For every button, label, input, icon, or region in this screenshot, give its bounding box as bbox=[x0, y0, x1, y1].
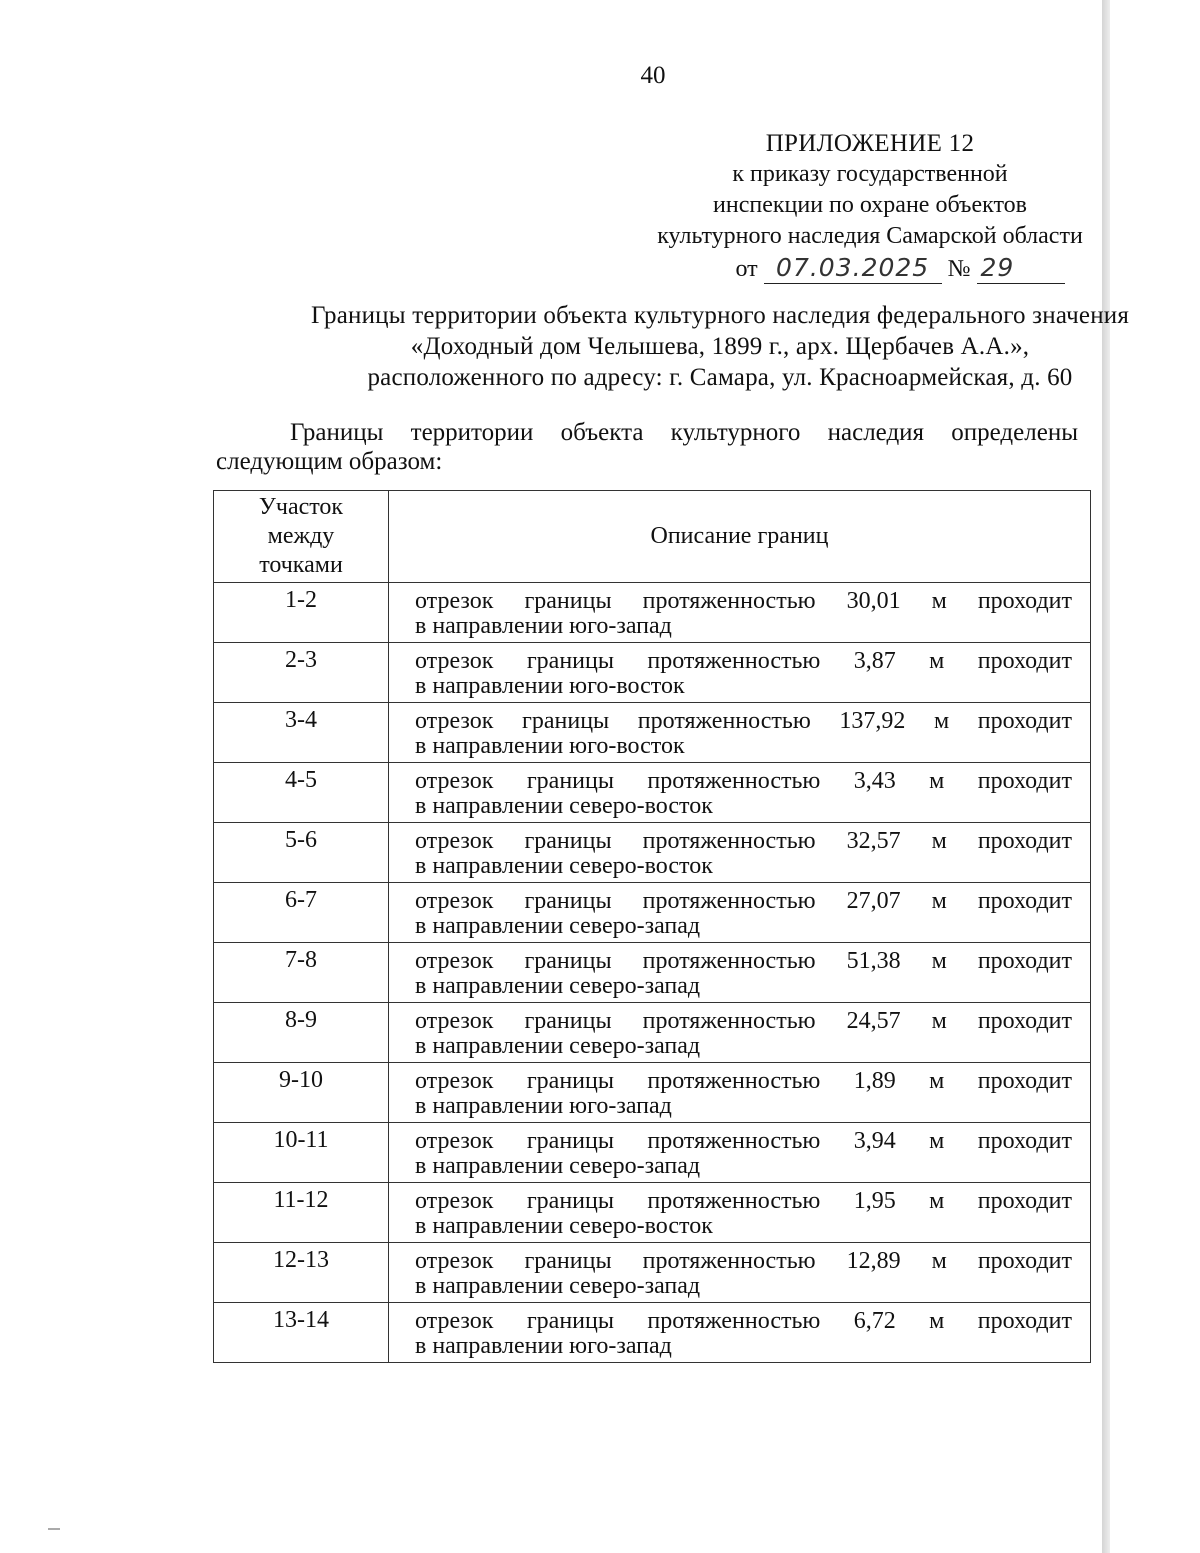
desc-word: границы bbox=[526, 768, 614, 794]
table-row bbox=[214, 763, 1091, 823]
direction-text: в направлении северо-запад bbox=[415, 973, 701, 999]
desc-word: границы bbox=[522, 708, 610, 734]
table-row bbox=[214, 1243, 1091, 1303]
desc-word: протяженностью bbox=[642, 588, 816, 614]
desc-word: протяженностью bbox=[647, 768, 821, 794]
header-segment-line: точками bbox=[259, 552, 343, 578]
appendix-line: культурного наследия Самарской области bbox=[657, 223, 1083, 249]
header-segment-line: между bbox=[267, 523, 335, 549]
desc-word: протяженностью bbox=[647, 1068, 821, 1094]
desc-word: отрезок bbox=[415, 1308, 494, 1334]
desc-word: отрезок bbox=[415, 1128, 494, 1154]
date-prefix: от bbox=[735, 256, 758, 282]
appendix-heading: ПРИЛОЖЕНИЕ 12 bbox=[765, 130, 975, 157]
desc-word: границы bbox=[526, 1068, 614, 1094]
description-line bbox=[415, 769, 1072, 794]
intro-paragraph bbox=[216, 418, 1078, 476]
description-line bbox=[415, 1309, 1072, 1334]
desc-word: проходит bbox=[977, 1248, 1072, 1274]
length-unit: м bbox=[931, 828, 947, 854]
desc-word: проходит bbox=[977, 1008, 1072, 1034]
description-line bbox=[415, 649, 1072, 674]
boundaries-table bbox=[213, 490, 1091, 1363]
description-cell bbox=[389, 643, 1091, 703]
segment-cell: 7-8 bbox=[214, 943, 389, 1003]
length-value: 30,01 bbox=[846, 588, 901, 614]
description-line bbox=[415, 1009, 1072, 1034]
desc-word: протяженностью bbox=[642, 1248, 816, 1274]
desc-word: отрезок bbox=[415, 888, 494, 914]
header-segment bbox=[214, 491, 389, 583]
desc-word: отрезок bbox=[415, 648, 494, 674]
title-line: Границы территории объекта культурного наследия федерального значения bbox=[310, 302, 1130, 329]
header-description: Описание границ bbox=[389, 491, 1091, 583]
direction-text: в направлении юго-запад bbox=[415, 1093, 672, 1119]
appendix-line: к приказу государственной bbox=[732, 161, 1008, 187]
desc-word: проходит bbox=[977, 708, 1072, 734]
title-line: «Доходный дом Челышева, 1899 г., арх. Щербачев А.А.», bbox=[410, 333, 1030, 360]
segment-cell: 8-9 bbox=[214, 1003, 389, 1063]
desc-word: отрезок bbox=[415, 828, 494, 854]
direction-text: в направлении северо-запад bbox=[415, 1153, 701, 1179]
desc-word: отрезок bbox=[415, 708, 494, 734]
desc-word: границы bbox=[524, 948, 612, 974]
description-cell bbox=[389, 823, 1091, 883]
desc-word: границы bbox=[524, 888, 612, 914]
length-unit: м bbox=[929, 768, 945, 794]
desc-word: отрезок bbox=[415, 1248, 494, 1274]
description-cell bbox=[389, 883, 1091, 943]
table-row bbox=[214, 823, 1091, 883]
desc-word: протяженностью bbox=[642, 1008, 816, 1034]
table-header-row bbox=[214, 491, 1091, 583]
length-unit: м bbox=[929, 648, 945, 674]
appendix-line: инспекции по охране объектов bbox=[713, 192, 1027, 218]
description-cell bbox=[389, 1063, 1091, 1123]
header-segment-line: Участок bbox=[258, 494, 344, 520]
order-date-line bbox=[620, 252, 1180, 285]
length-unit: м bbox=[931, 1008, 947, 1034]
segment-cell: 3-4 bbox=[214, 703, 389, 763]
length-value: 24,57 bbox=[846, 1008, 901, 1034]
desc-word: протяженностью bbox=[647, 648, 821, 674]
description-line bbox=[415, 1129, 1072, 1154]
direction-text: в направлении юго-запад bbox=[415, 1333, 672, 1359]
segment-cell: 5-6 bbox=[214, 823, 389, 883]
direction-text: в направлении северо-запад bbox=[415, 1273, 701, 1299]
segment-cell: 13-14 bbox=[214, 1303, 389, 1363]
description-cell bbox=[389, 1243, 1091, 1303]
length-unit: м bbox=[929, 1308, 945, 1334]
table-row bbox=[214, 583, 1091, 643]
direction-text: в направлении юго-запад bbox=[415, 613, 672, 639]
table-row bbox=[214, 1063, 1091, 1123]
description-cell bbox=[389, 1303, 1091, 1363]
description-line bbox=[415, 1189, 1072, 1214]
segment-cell: 12-13 bbox=[214, 1243, 389, 1303]
description-line bbox=[415, 829, 1072, 854]
length-value: 27,07 bbox=[846, 888, 901, 914]
length-value: 1,95 bbox=[853, 1188, 896, 1214]
desc-word: границы bbox=[526, 1188, 614, 1214]
handwritten-date: 07.03.2025 bbox=[764, 252, 942, 284]
desc-word: протяженностью bbox=[642, 948, 816, 974]
desc-word: проходит bbox=[977, 1068, 1072, 1094]
desc-word: отрезок bbox=[415, 768, 494, 794]
length-value: 3,87 bbox=[853, 648, 896, 674]
length-unit: м bbox=[929, 1188, 945, 1214]
desc-word: проходит bbox=[977, 888, 1072, 914]
description-cell bbox=[389, 1183, 1091, 1243]
segment-cell: 11-12 bbox=[214, 1183, 389, 1243]
table-row bbox=[214, 883, 1091, 943]
desc-word: проходит bbox=[977, 588, 1072, 614]
table-row bbox=[214, 1183, 1091, 1243]
description-cell bbox=[389, 703, 1091, 763]
length-value: 32,57 bbox=[846, 828, 901, 854]
desc-word: границы bbox=[526, 1128, 614, 1154]
desc-word: отрезок bbox=[415, 588, 494, 614]
desc-word: протяженностью bbox=[647, 1128, 821, 1154]
table-row bbox=[214, 643, 1091, 703]
direction-text: в направлении северо-запад bbox=[415, 1033, 701, 1059]
desc-word: протяженностью bbox=[642, 888, 816, 914]
segment-cell: 1-2 bbox=[214, 583, 389, 643]
segment-cell: 6-7 bbox=[214, 883, 389, 943]
description-line bbox=[415, 889, 1072, 914]
length-unit: м bbox=[929, 1068, 945, 1094]
desc-word: протяженностью bbox=[642, 828, 816, 854]
desc-word: границы bbox=[526, 1308, 614, 1334]
appendix-block bbox=[560, 128, 1180, 285]
direction-text: в направлении северо-восток bbox=[415, 853, 713, 879]
length-unit: м bbox=[933, 708, 950, 734]
desc-word: границы bbox=[524, 1008, 612, 1034]
table-row bbox=[214, 1303, 1091, 1363]
description-cell bbox=[389, 1123, 1091, 1183]
length-unit: м bbox=[931, 588, 947, 614]
desc-word: отрезок bbox=[415, 1188, 494, 1214]
length-value: 3,94 bbox=[853, 1128, 896, 1154]
desc-word: проходит bbox=[977, 768, 1072, 794]
desc-word: протяженностью bbox=[647, 1188, 821, 1214]
description-line bbox=[415, 1249, 1072, 1274]
desc-word: отрезок bbox=[415, 1068, 494, 1094]
title-line: расположенного по адресу: г. Самара, ул. Красноармейская, д. 60 bbox=[367, 364, 1073, 391]
desc-word: проходит bbox=[977, 828, 1072, 854]
desc-word: границы bbox=[526, 648, 614, 674]
length-value: 137,92 bbox=[839, 708, 906, 734]
length-value: 3,43 bbox=[853, 768, 896, 794]
description-cell bbox=[389, 943, 1091, 1003]
desc-word: границы bbox=[524, 1248, 612, 1274]
table-row bbox=[214, 1123, 1091, 1183]
table-row bbox=[214, 943, 1091, 1003]
desc-word: границы bbox=[524, 588, 612, 614]
desc-word: отрезок bbox=[415, 1008, 494, 1034]
direction-text: в направлении северо-запад bbox=[415, 913, 701, 939]
table-row bbox=[214, 1003, 1091, 1063]
direction-text: в направлении северо-восток bbox=[415, 793, 713, 819]
desc-word: проходит bbox=[977, 1188, 1072, 1214]
segment-cell: 4-5 bbox=[214, 763, 389, 823]
scan-mark bbox=[48, 1528, 60, 1530]
desc-word: проходит bbox=[977, 1128, 1072, 1154]
desc-word: протяженностью bbox=[647, 1308, 821, 1334]
desc-word: отрезок bbox=[415, 948, 494, 974]
page-number: 40 bbox=[640, 62, 666, 89]
segment-cell: 2-3 bbox=[214, 643, 389, 703]
description-cell bbox=[389, 1003, 1091, 1063]
description-cell bbox=[389, 763, 1091, 823]
segment-cell: 10-11 bbox=[214, 1123, 389, 1183]
length-value: 1,89 bbox=[853, 1068, 896, 1094]
description-cell bbox=[389, 583, 1091, 643]
number-prefix: № bbox=[947, 256, 971, 282]
description-line bbox=[415, 1069, 1072, 1094]
desc-word: проходит bbox=[977, 648, 1072, 674]
desc-word: проходит bbox=[977, 1308, 1072, 1334]
direction-text: в направлении северо-восток bbox=[415, 1213, 713, 1239]
desc-word: протяженностью bbox=[637, 708, 811, 734]
table-row bbox=[214, 703, 1091, 763]
length-value: 6,72 bbox=[853, 1308, 896, 1334]
description-line bbox=[415, 949, 1072, 974]
handwritten-number: 29 bbox=[977, 252, 1065, 284]
direction-text: в направлении юго-восток bbox=[415, 673, 685, 699]
length-unit: м bbox=[931, 888, 947, 914]
length-unit: м bbox=[931, 948, 947, 974]
length-unit: м bbox=[929, 1128, 945, 1154]
direction-text: в направлении юго-восток bbox=[415, 733, 685, 759]
length-unit: м bbox=[931, 1248, 947, 1274]
description-line bbox=[415, 589, 1072, 614]
length-value: 12,89 bbox=[846, 1248, 901, 1274]
segment-cell: 9-10 bbox=[214, 1063, 389, 1123]
document-title bbox=[200, 300, 1200, 393]
desc-word: границы bbox=[524, 828, 612, 854]
intro-text: Границы территории объекта культурного наследия определены следующим образом: bbox=[216, 419, 1078, 475]
description-line bbox=[415, 709, 1072, 734]
desc-word: проходит bbox=[977, 948, 1072, 974]
length-value: 51,38 bbox=[846, 948, 901, 974]
